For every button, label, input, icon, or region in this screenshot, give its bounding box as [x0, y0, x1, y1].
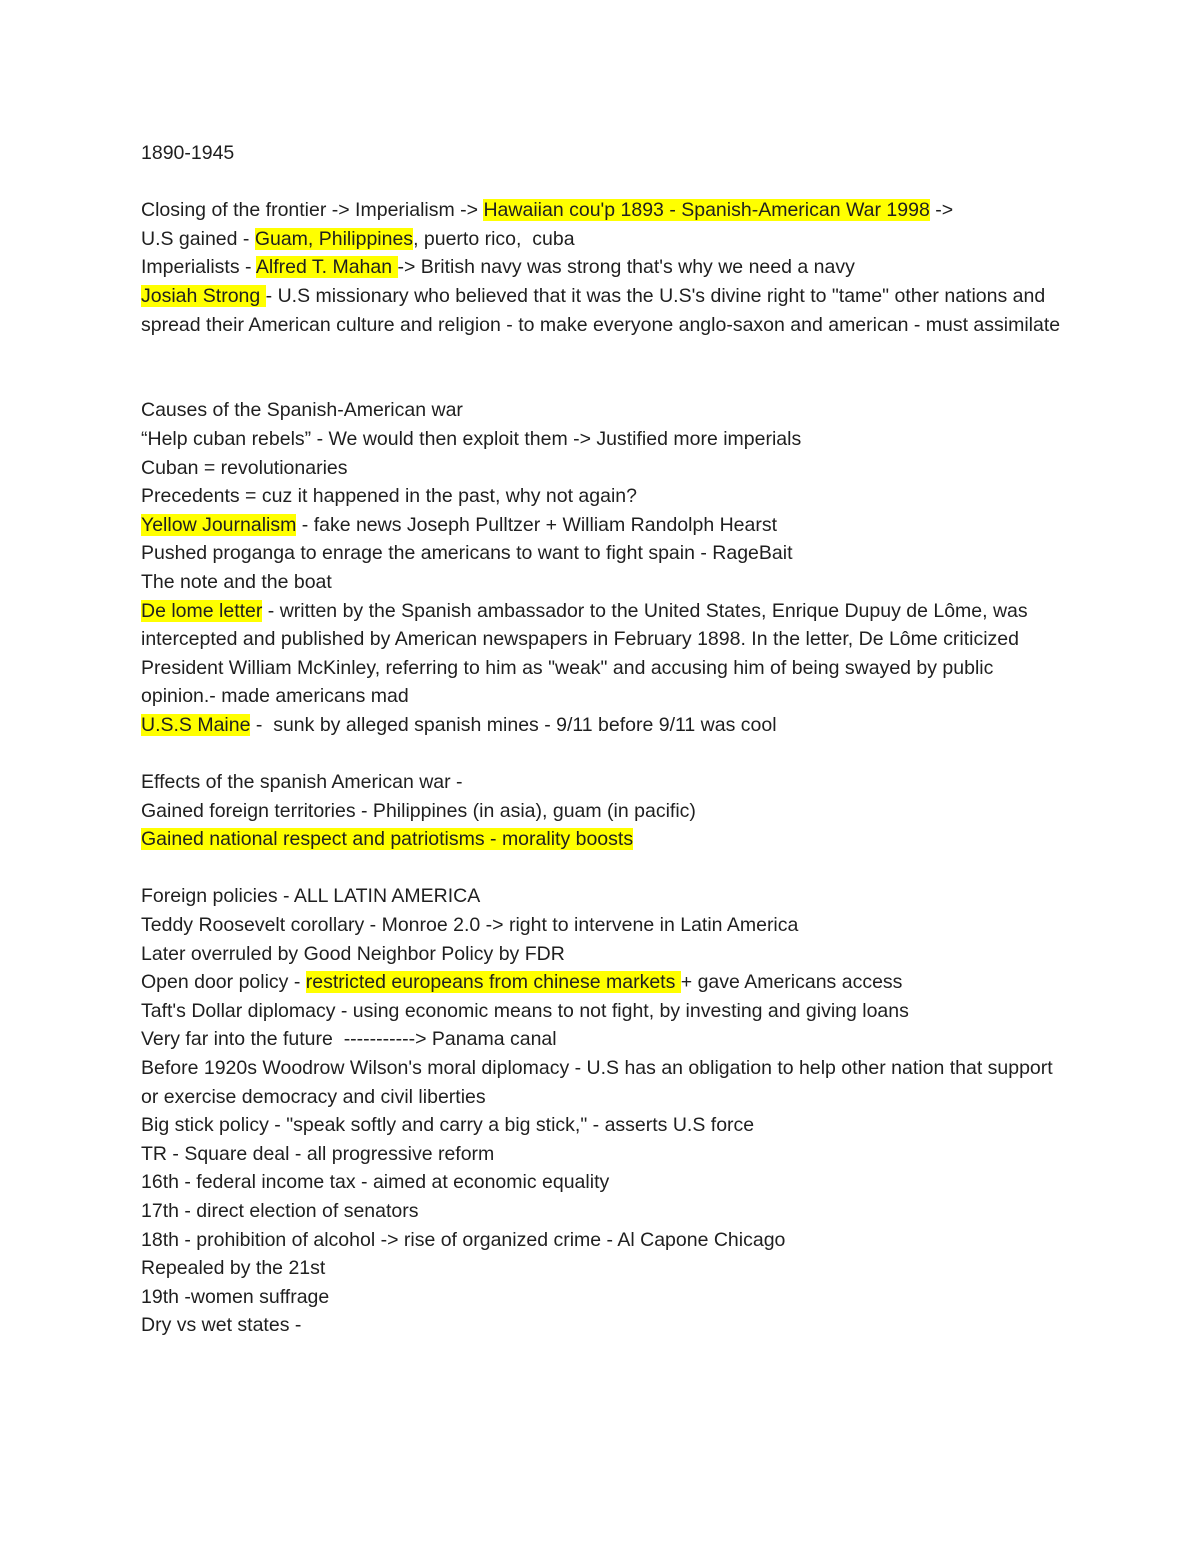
text-run: -> [929, 199, 954, 222]
document-title: 1890-1945 [141, 142, 235, 164]
blank-line [141, 368, 1061, 397]
foreign-policies-heading: Foreign policies - ALL LATIN AMERICA [141, 885, 481, 908]
repealed-line: Repealed by the 21st [141, 1257, 326, 1280]
text-run: - written by the Spanish ambassador to the United States, Enrique Dupuy de Lôme, was intercepted and published by American newspapers in February 1898. In the letter, De Lôme criticized President William McKinley, referring to him as "weak" and accusing him of being swayed by public opinion.- made americans mad [141, 599, 1034, 708]
note-and-boat-line: The note and the boat [141, 570, 332, 593]
uss-maine-line [141, 711, 1061, 740]
precedents-line: Precedents = cuz it happened in the past, why not again? [141, 485, 637, 508]
blank-line [141, 854, 1061, 883]
josiah-strong-paragraph [141, 282, 1061, 339]
text-run: + gave Americans access [680, 971, 903, 994]
causes-heading: Causes of the Spanish-American war [141, 399, 463, 422]
roosevelt-corollary-line: Teddy Roosevelt corollary - Monroe 2.0 -> right to intervene in Latin America [141, 914, 799, 937]
nineteenth-amendment-line: 19th -women suffrage [141, 1285, 330, 1308]
panama-canal-line: Very far into the future -----------> Panama canal [141, 1028, 557, 1051]
dry-wet-states-line: Dry vs wet states - [141, 1314, 302, 1337]
text-run: - U.S missionary who believed that it was the U.S's divine right to "tame" other nations and spread their American culture and religion - to make everyone anglo-saxon and american - must assimilate [141, 284, 1061, 336]
effects-heading: Effects of the spanish American war - [141, 771, 463, 794]
text-run: Closing of the frontier -> Imperialism -> [141, 199, 484, 222]
highlighted-text: Josiah Strong [141, 284, 266, 307]
moral-diplomacy-paragraph: Before 1920s Woodrow Wilson's moral diplomacy - U.S has an obligation to help other nation that support or exercise democracy and civil liberties [141, 1057, 1059, 1108]
text-run: U.S gained - [141, 227, 255, 250]
seventeenth-amendment-line: 17th - direct election of senators [141, 1199, 419, 1222]
cuban-revolutionaries-line: Cuban = revolutionaries [141, 456, 348, 479]
text-run: - fake news Joseph Pulltzer + William Randolph Hearst [296, 513, 778, 536]
imperialists-line [141, 253, 1061, 282]
propaganda-line: Pushed proganga to enrage the americans to want to fight spain - RageBait [141, 542, 793, 565]
good-neighbor-line: Later overruled by Good Neighbor Policy by FDR [141, 942, 565, 965]
highlighted-text: Gained national respect and patriotisms - morality boosts [141, 828, 634, 851]
highlighted-text: Hawaiian cou'p 1893 - Spanish-American War 1998 [483, 199, 930, 222]
document-body [141, 139, 1061, 1340]
blank-line [141, 168, 1061, 197]
open-door-policy-line [141, 968, 1061, 997]
dollar-diplomacy-line: Taft's Dollar diplomacy - using economic means to not fight, by investing and giving loans [141, 999, 909, 1022]
blank-line [141, 739, 1061, 768]
text-run: Open door policy - [141, 971, 306, 994]
highlighted-text: U.S.S Maine [141, 713, 251, 736]
square-deal-line: TR - Square deal - all progressive reform [141, 1142, 495, 1165]
national-respect-line [141, 825, 1061, 854]
highlighted-text: De lome letter [141, 599, 263, 622]
text-run: Imperialists - [141, 256, 256, 279]
big-stick-line: Big stick policy - "speak softly and carry a big stick," - asserts U.S force [141, 1114, 755, 1137]
blank-line [141, 339, 1061, 368]
foreign-territories-line: Gained foreign territories - Philippines (in asia), guam (in pacific) [141, 799, 696, 822]
help-cuban-rebels-line: “Help cuban rebels” - We would then exploit them -> Justified more imperials [141, 427, 802, 450]
highlighted-text: restricted europeans from chinese markets [305, 971, 681, 994]
text-run: -> British navy was strong that's why we need a navy [397, 256, 855, 279]
yellow-journalism-line [141, 511, 1061, 540]
eighteenth-amendment-line: 18th - prohibition of alcohol -> rise of organized crime - Al Capone Chicago [141, 1228, 786, 1251]
highlighted-text: Guam, Philippines [254, 227, 414, 250]
highlighted-text: Alfred T. Mahan [255, 256, 398, 279]
text-run: - sunk by alleged spanish mines - 9/11 before 9/11 was cool [250, 713, 777, 736]
sixteenth-amendment-line: 16th - federal income tax - aimed at economic equality [141, 1171, 610, 1194]
text-run: , puerto rico, cuba [413, 227, 575, 250]
highlighted-text: Yellow Journalism [141, 513, 297, 536]
frontier-imperialism-line [141, 196, 1061, 225]
de-lome-letter-paragraph [141, 597, 1061, 711]
us-gained-line [141, 225, 1061, 254]
